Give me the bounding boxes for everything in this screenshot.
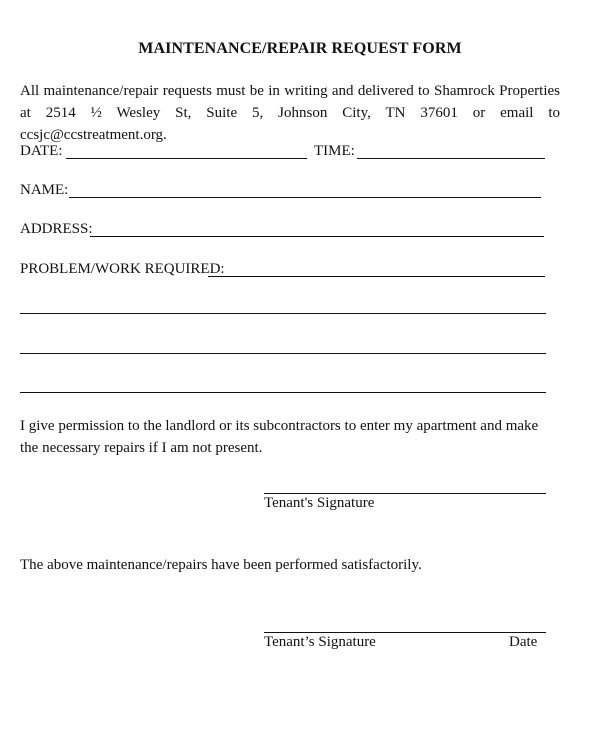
tenant-signature-line-2[interactable]: [264, 632, 546, 633]
problem-field[interactable]: [208, 276, 545, 277]
tenant-signature-label-1: Tenant's Signature: [264, 495, 375, 511]
signature-date-label: Date: [509, 634, 538, 650]
form-title: MAINTENANCE/REPAIR REQUEST FORM: [138, 40, 462, 57]
completion-paragraph: The above maintenance/repairs have been performed satisfactorily.: [20, 557, 422, 573]
problem-row: [20, 258, 546, 280]
address-field[interactable]: [90, 236, 544, 237]
permission-paragraph: I give permission to the landlord or its subcontractors to enter my apartment and make the necessary repairs if I am not present.: [20, 418, 539, 456]
date-field[interactable]: [66, 158, 307, 159]
problem-line-2[interactable]: [20, 313, 546, 314]
name-label: NAME:: [20, 182, 69, 198]
intro-paragraph: All maintenance/repair requests must be in writing and delivered to Shamrock Properties at 2514 ½ Wesley St, Suite 5, Johnson City, TN 37601 or email to ccsjc@ccstreatment.org.: [20, 83, 560, 143]
problem-line-3[interactable]: [20, 353, 546, 354]
tenant-signature-line-1[interactable]: [264, 493, 546, 494]
date-label: DATE:: [20, 143, 63, 159]
address-label: ADDRESS:: [20, 221, 93, 237]
name-row: [20, 179, 546, 201]
time-field[interactable]: [357, 158, 545, 159]
date-time-row: [20, 140, 546, 162]
address-row: [20, 218, 546, 240]
problem-label: PROBLEM/WORK REQUIRED:: [20, 261, 225, 277]
time-label: TIME:: [314, 143, 355, 159]
problem-line-4[interactable]: [20, 392, 546, 393]
tenant-signature-label-2: Tenant’s Signature: [264, 634, 376, 650]
name-field[interactable]: [69, 197, 541, 198]
